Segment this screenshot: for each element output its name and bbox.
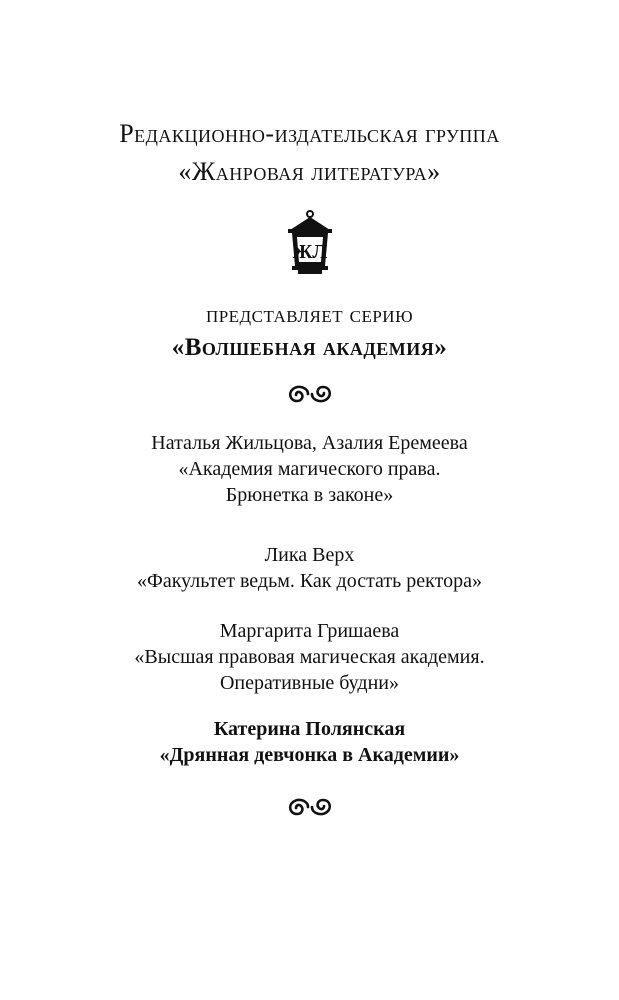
featured-book-entry [0, 716, 619, 768]
book-title-line2: Брюнетка в законе» [225, 484, 394, 506]
publisher-name-line2: «Жанровая литература» [178, 157, 441, 186]
book-author: Маргарита Гришаева [219, 620, 400, 642]
book-entry [0, 542, 619, 594]
publisher-logo [0, 210, 619, 276]
ornament-bottom [0, 796, 619, 818]
book-title-line1: «Высшая правовая магическая академия. [134, 646, 485, 668]
book-author: Лика Верх [264, 544, 355, 566]
book-entry [0, 430, 619, 508]
publisher-name-line1: Редакционно-издательская группа [119, 119, 500, 148]
series-intro: представляет серию [205, 302, 414, 328]
double-swirl-ornament-icon [286, 383, 334, 405]
book-title-line1: «Дрянная девчонка в Академии» [159, 744, 460, 766]
series-name: «Волшебная академия» [171, 334, 448, 361]
logo-letter: ЖЛ [292, 241, 327, 263]
ornament-top [0, 383, 619, 405]
book-entry [0, 618, 619, 696]
book-author: Наталья Жильцова, Азалия Еремеева [151, 432, 468, 454]
book-author: Катерина Полянская [213, 718, 406, 740]
book-title-line1: «Факультет ведьм. Как достать ректора» [137, 570, 482, 592]
double-swirl-ornament-icon [286, 796, 334, 818]
lantern-icon [284, 210, 336, 276]
book-title-line2: Оперативные будни» [219, 672, 400, 694]
book-title-line1: «Академия магического права. [178, 458, 441, 480]
